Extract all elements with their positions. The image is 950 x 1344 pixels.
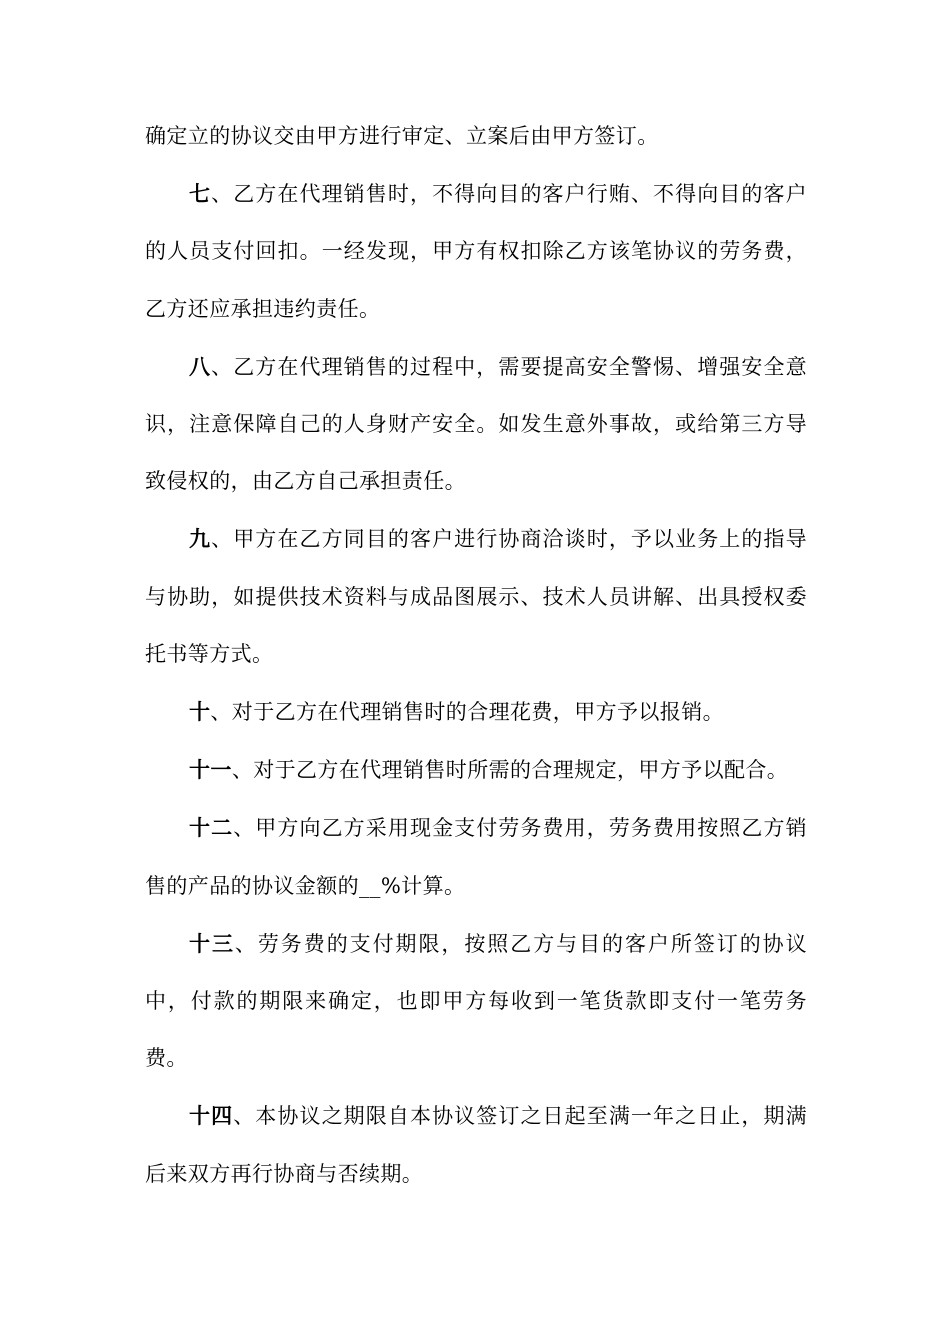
clause-text: 、甲方在乙方同目的客户进行协商洽谈时，予以业务上的指导与协助，如提供技术资料与成品图展示、技术人员讲解、出具授权委托书等方式。 <box>145 527 807 666</box>
fill-in-blank: __ <box>359 873 381 898</box>
clause-8 <box>145 338 807 511</box>
clause-number: 七 <box>189 181 212 207</box>
clause-number: 十四 <box>189 1103 234 1129</box>
clause-11 <box>145 741 807 799</box>
clause-number: 八 <box>189 353 212 379</box>
clause-text: 、对于乙方在代理销售时的合理花费，甲方予以报销。 <box>210 700 725 725</box>
clause-12 <box>145 799 807 914</box>
paragraph-continuation <box>145 108 807 165</box>
clause-7 <box>145 165 807 338</box>
clause-number: 十 <box>189 699 211 725</box>
clause-number: 十三 <box>189 930 235 956</box>
clause-number: 九 <box>189 526 212 552</box>
clause-text: 、甲方向乙方采用现金支付劳务费用，劳务费用按照乙方销售的产品的协议金额的 <box>145 816 807 898</box>
clause-9 <box>145 510 807 683</box>
clause-10 <box>145 683 807 741</box>
clause-number: 十一 <box>189 757 232 783</box>
clause-text: 、乙方在代理销售时，不得向目的客户行贿、不得向目的客户的人员支付回扣。一经发现，甲方有权扣除乙方该笔协议的劳务费，乙方还应承担违约责任。 <box>145 182 807 321</box>
clause-14 <box>145 1087 807 1202</box>
document-body <box>145 108 807 1203</box>
clause-text: 、劳务费的支付期限，按照乙方与目的客户所签订的协议中，付款的期限来确定，也即甲方每收到一笔货款即支付一笔劳务费。 <box>145 931 807 1071</box>
clause-text: 、本协议之期限自本协议签订之日起至满一年之日止，期满后来双方再行协商与否续期。 <box>145 1104 807 1186</box>
clause-text: 、乙方在代理销售的过程中，需要提高安全警惕、增强安全意识，注意保障自己的人身财产安全。如发生意外事故，或给第三方导致侵权的，由乙方自己承担责任。 <box>145 354 807 494</box>
clause-13 <box>145 915 807 1088</box>
clause-number: 十二 <box>189 815 234 841</box>
clause-text: 、对于乙方在代理销售时所需的合理规定，甲方予以配合。 <box>231 758 789 783</box>
paragraph-text: 确定立的协议交由甲方进行审定、立案后由甲方签订。 <box>145 124 659 148</box>
clause-text-after: %计算。 <box>380 873 466 898</box>
